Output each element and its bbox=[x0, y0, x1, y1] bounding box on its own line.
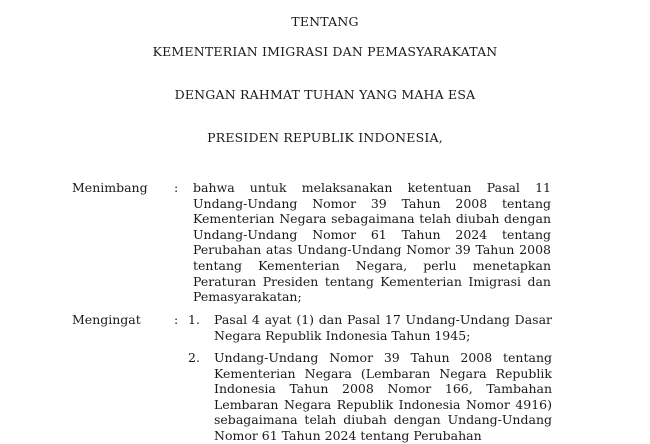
menimbang-text: bahwa untuk melaksanakan ketentuan Pasal 11 Undang-Undang Nomor 39 Tahun 2008 tentang Kementerian Negara sebagaimana telah diubah dengan Undang-Undang Nomor 61 Tahun 2024 tentang Perubahan atas Undang-Undang Nomor 39 Tahun 2008 tentang Kementerian Negara, perlu menetapkan Peraturan Presiden tentang Kementerian Imigrasi dan Pemasyarakatan; bbox=[193, 180, 551, 305]
mengingat-item-number: 2. bbox=[188, 350, 200, 365]
menimbang-colon: : bbox=[174, 180, 179, 195]
heading-rahmat: DENGAN RAHMAT TUHAN YANG MAHA ESA bbox=[174, 87, 476, 102]
mengingat-item-text: Undang-Undang Nomor 39 Tahun 2008 tentang Kementerian Negara (Lembaran Negara Republik Indonesia Tahun 2008 Nomor 166, Tambahan Lembaran Negara Republik Indonesia Nomor 4916) sebagaimana telah diubah dengan Undang-Undang Nomor 61 Tahun 2024 tentang Perubahan bbox=[214, 350, 552, 443]
mengingat-colon: : bbox=[174, 312, 179, 327]
heading-ministry-name: KEMENTERIAN IMIGRASI DAN PEMASYARAKATAN bbox=[152, 44, 498, 59]
menimbang-label: Menimbang bbox=[72, 180, 148, 195]
mengingat-label: Mengingat bbox=[72, 312, 141, 327]
heading-tentang: TENTANG bbox=[291, 14, 359, 29]
mengingat-item-text: Pasal 4 ayat (1) dan Pasal 17 Undang-Undang Dasar Negara Republik Indonesia Tahun 1945; bbox=[214, 312, 552, 343]
heading-president: PRESIDEN REPUBLIK INDONESIA, bbox=[207, 130, 443, 145]
mengingat-item-number: 1. bbox=[188, 312, 200, 327]
